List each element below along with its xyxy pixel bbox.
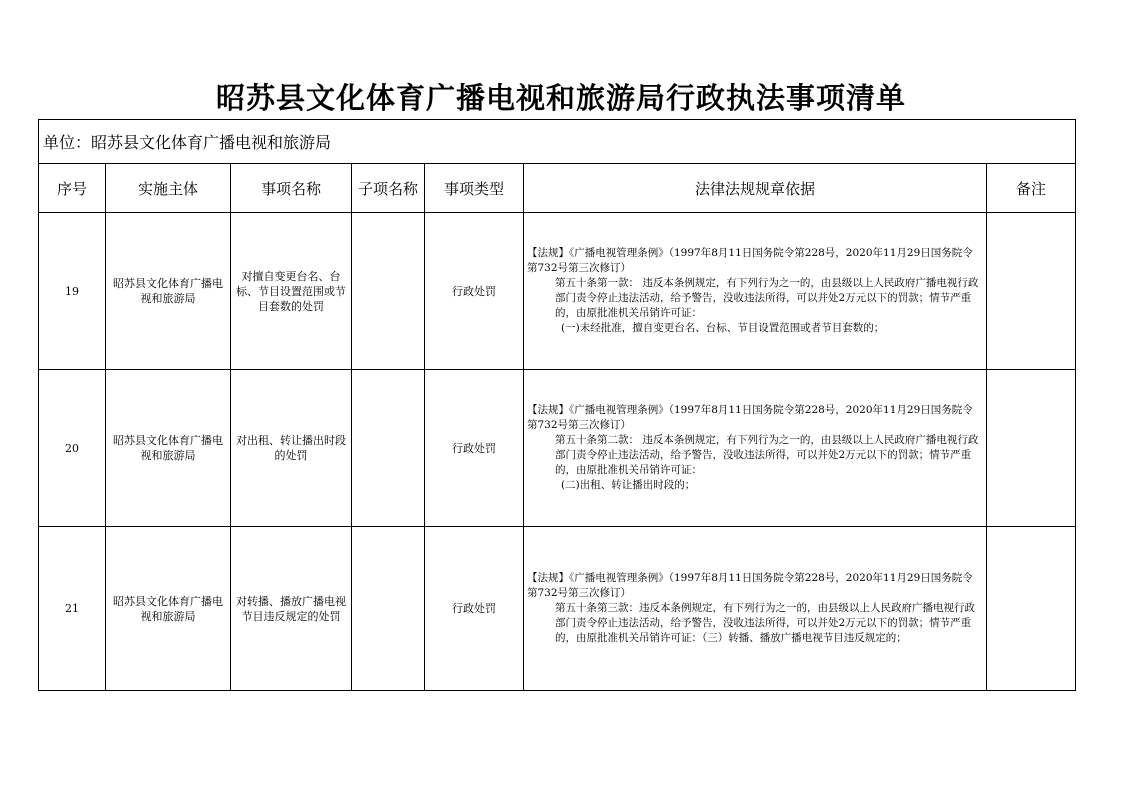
enforcement-table [38, 119, 1076, 691]
header-type: 事项类型 [425, 164, 524, 213]
cell-sub [352, 527, 425, 691]
table-row [39, 527, 1076, 691]
cell-note [987, 527, 1076, 691]
header-row [39, 164, 1076, 213]
cell-body: 昭苏县文化体育广播电视和旅游局 [106, 527, 231, 691]
header-body: 实施主体 [106, 164, 231, 213]
header-note: 备注 [987, 164, 1076, 213]
header-no: 序号 [39, 164, 106, 213]
header-sub: 子项名称 [352, 164, 425, 213]
law-clause: 第五十条第二款： 违反本条例规定，有下列行为之一的，由县级以上人民政府广播电视行政部门责令停止违法活动，给予警告，没收违法所得，可以并处2万元以下的罚款；情节严重的，由原批准机关吊销许可证： [555, 434, 979, 476]
table-row [39, 213, 1076, 370]
cell-no: 21 [39, 527, 106, 691]
cell-type: 行政处罚 [425, 527, 524, 691]
page-title: 昭苏县文化体育广播电视和旅游局行政执法事项清单 [215, 81, 906, 115]
cell-body: 昭苏县文化体育广播电视和旅游局 [106, 213, 231, 370]
unit-label: 单位：昭苏县文化体育广播电视和旅游局 [39, 120, 1076, 164]
cell-no: 19 [39, 213, 106, 370]
cell-note [987, 370, 1076, 527]
cell-sub [352, 213, 425, 370]
law-source: 【法规】《广播电视管理条例》（1997年8月11日国务院令第228号，2020年11月29日国务院令第732号第三次修订） [527, 404, 973, 431]
law-source: 【法规】《广播电视管理条例》（1997年8月11日国务院令第228号，2020年11月29日国务院令第732号第三次修订） [527, 572, 973, 599]
law-clause: 第五十条第一款： 违反本条例规定，有下列行为之一的，由县级以上人民政府广播电视行政部门责令停止违法活动，给予警告，没收违法所得，可以并处2万元以下的罚款；情节严重的，由原批准机关吊销许可证： [555, 277, 979, 319]
law-source: 【法规】《广播电视管理条例》（1997年8月11日国务院令第228号，2020年11月29日国务院令第732号第三次修订） [527, 247, 973, 274]
law-item: (一)未经批准，擅自变更台名、台标、节目设置范围或者节目套数的； [561, 322, 885, 334]
cell-body: 昭苏县文化体育广播电视和旅游局 [106, 370, 231, 527]
header-law: 法律法规规章依据 [524, 164, 987, 213]
law-clause: 第五十条第三款：违反本条例规定，有下列行为之一的，由县级以上人民政府广播电视行政部门责令停止违法活动，给予警告，没收违法所得，可以并处2万元以下的罚款；情节严重的，由原批准机关吊销许可证：（三）转播、播放广播电视节目违反规定的； [555, 602, 975, 644]
cell-law [524, 213, 987, 370]
law-item: (二)出租、转让播出时段的； [561, 479, 696, 491]
cell-no: 20 [39, 370, 106, 527]
cell-type: 行政处罚 [425, 213, 524, 370]
cell-note [987, 213, 1076, 370]
cell-item: 对转播、播放广播电视节目违反规定的处罚 [231, 527, 352, 691]
cell-type: 行政处罚 [425, 370, 524, 527]
cell-law [524, 370, 987, 527]
cell-item: 对出租、转让播出时段的处罚 [231, 370, 352, 527]
table-row [39, 370, 1076, 527]
cell-sub [352, 370, 425, 527]
cell-law [524, 527, 987, 691]
header-item: 事项名称 [231, 164, 352, 213]
cell-item: 对擅自变更台名、台标、节目设置范围或节目套数的处罚 [231, 213, 352, 370]
